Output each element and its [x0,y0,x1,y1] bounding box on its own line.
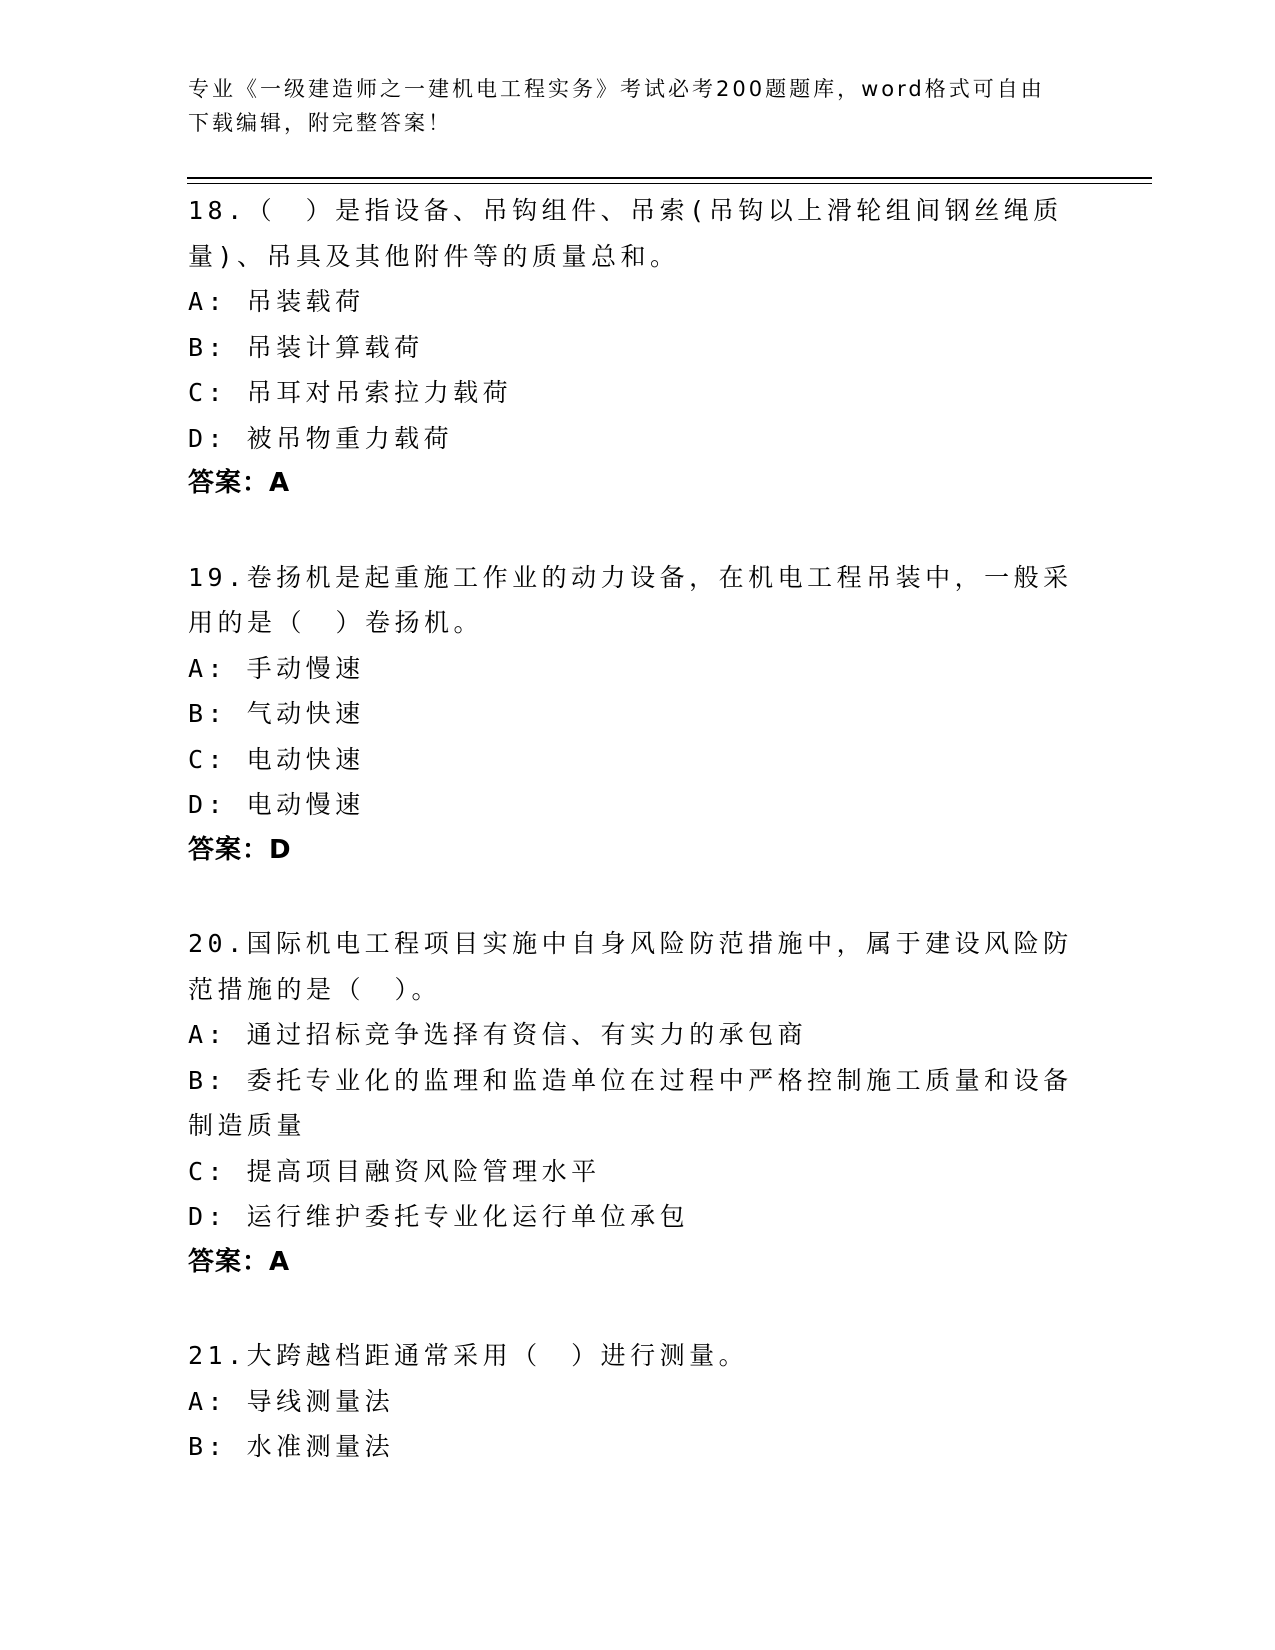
header-divider-thin [187,183,1152,184]
question-block [188,1333,1078,1470]
question-block [188,188,1078,507]
question-stem: 19.卷扬机是起重施工作业的动力设备，在机电工程吊装中，一般采用的是（ ）卷扬机。 [188,562,1073,637]
answer-key: 答案：D [188,834,292,865]
question-block [188,921,1078,1285]
question-list [188,188,1078,1518]
answer-option: D: 运行维护委托专业化运行单位承包 [188,1202,690,1231]
answer-option: C: 电动快速 [188,744,365,774]
answer-key: 答案：A [188,468,291,498]
question-stem: 20.国际机电工程项目实施中自身风险防范措施中，属于建设风险防范措施的是（ ）。 [188,929,1073,1004]
question-block [188,555,1078,874]
answer-option: A: 通过招标竞争选择有资信、有实力的承包商 [188,1020,808,1049]
answer-option: A: 导线测量法 [188,1386,395,1416]
document-header [188,72,1068,140]
answer-key: 答案：A [188,1246,291,1277]
answer-option: B: 气动快速 [188,699,365,728]
header-line-1: 专业《一级建造师之一建机电工程实务》考试必考200题题库，word格式可自由 [188,77,1045,101]
question-stem: 21.大跨越档距通常采用（ ）进行测量。 [188,1341,749,1370]
answer-option: C: 吊耳对吊索拉力载荷 [188,378,513,407]
answer-option: A: 吊装载荷 [188,287,365,316]
answer-option: B: 委托专业化的监理和监造单位在过程中严格控制施工质量和设备制造质量 [188,1065,1073,1140]
answer-option: D: 电动慢速 [188,790,365,819]
answer-option: A: 手动慢速 [188,653,365,683]
question-stem: 18.（ ）是指设备、吊钩组件、吊索(吊钩以上滑轮组间钢丝绳质量)、吊具及其他附件等的质量总和。 [188,196,1063,271]
header-divider-thick [187,177,1152,179]
answer-option: B: 吊装计算载荷 [188,332,424,362]
header-line-2: 下载编辑，附完整答案！ [188,111,452,135]
answer-option: C: 提高项目融资风险管理水平 [188,1156,601,1186]
answer-option: D: 被吊物重力载荷 [188,423,454,453]
answer-option: B: 水准测量法 [188,1432,395,1461]
